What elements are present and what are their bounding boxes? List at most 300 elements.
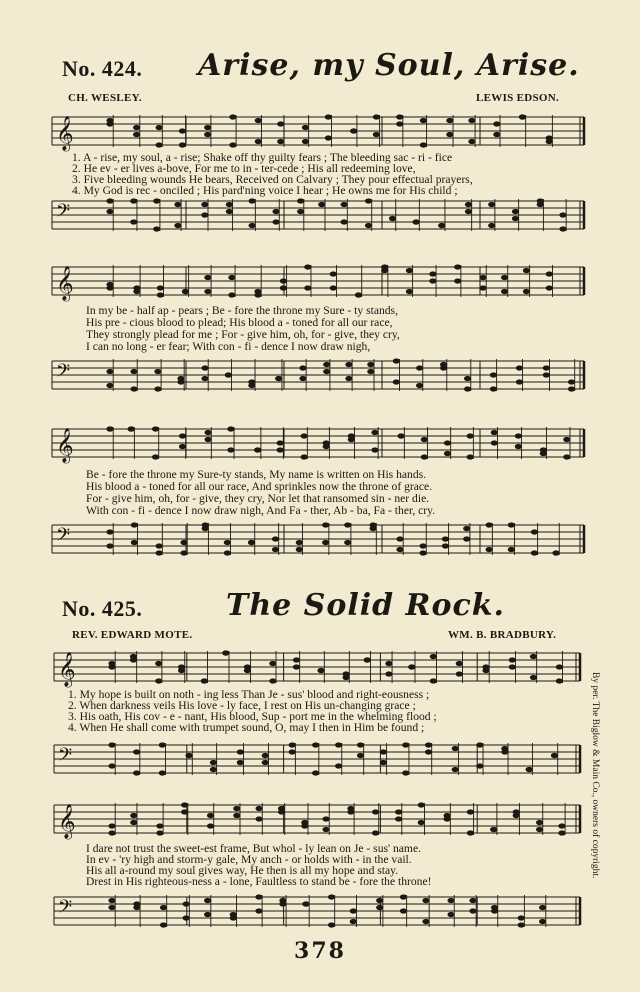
hymn-424-system-3-bass-staff xyxy=(48,520,588,560)
notehead xyxy=(130,820,137,825)
notehead xyxy=(341,219,348,224)
notehead xyxy=(444,451,451,456)
notehead xyxy=(224,540,231,545)
hymn-425-system-1-treble-staff xyxy=(50,648,584,688)
notehead xyxy=(396,121,403,126)
notehead xyxy=(174,223,181,228)
notehead xyxy=(380,760,387,765)
notehead xyxy=(373,114,380,119)
notehead xyxy=(558,823,565,828)
notehead xyxy=(201,365,208,370)
notehead xyxy=(159,770,166,775)
notehead xyxy=(131,540,138,545)
notehead xyxy=(225,372,232,377)
notehead xyxy=(181,809,188,814)
notehead xyxy=(128,426,135,431)
notehead xyxy=(204,275,211,280)
notehead xyxy=(501,749,508,754)
notehead xyxy=(130,386,137,391)
notehead xyxy=(393,358,400,363)
notehead xyxy=(157,292,164,297)
notehead xyxy=(322,827,329,832)
notehead xyxy=(370,526,377,531)
notehead xyxy=(204,898,211,903)
notehead xyxy=(530,654,537,659)
notehead xyxy=(297,198,304,203)
notehead xyxy=(210,760,217,765)
notehead xyxy=(205,437,212,442)
notehead xyxy=(540,447,547,452)
notehead xyxy=(416,383,423,388)
treble-clef-icon: 𝄞 xyxy=(58,804,76,839)
notehead xyxy=(293,664,300,669)
notehead xyxy=(133,749,140,754)
notehead xyxy=(179,433,186,438)
bass-clef-icon: 𝄢 xyxy=(56,201,71,226)
notehead xyxy=(182,289,189,294)
notehead xyxy=(222,650,229,655)
notehead xyxy=(328,922,335,927)
notehead xyxy=(406,289,413,294)
notehead xyxy=(156,550,163,555)
notehead xyxy=(289,749,296,754)
notehead xyxy=(108,664,115,669)
notehead xyxy=(157,285,164,290)
notehead xyxy=(201,212,208,217)
notehead xyxy=(237,760,244,765)
notehead xyxy=(469,908,476,913)
notehead xyxy=(210,767,217,772)
notehead xyxy=(456,671,463,676)
notehead xyxy=(183,915,190,920)
notehead xyxy=(396,114,403,119)
notehead xyxy=(106,543,113,548)
notehead xyxy=(160,922,167,927)
notehead xyxy=(467,454,474,459)
notehead xyxy=(419,543,426,548)
notehead xyxy=(421,437,428,442)
notehead xyxy=(537,198,544,203)
notehead xyxy=(442,543,449,548)
notehead xyxy=(355,292,362,297)
notehead xyxy=(380,749,387,754)
notehead xyxy=(344,540,351,545)
notehead xyxy=(272,547,279,552)
notehead xyxy=(201,678,208,683)
hymn-425-author: REV. EDWARD MOTE. xyxy=(72,629,193,641)
hymn-425-s2-verse-1: I dare not trust the sweet-est frame, But whol - ly lean on Je - sus' name. xyxy=(86,842,421,855)
notehead xyxy=(400,894,407,899)
hymn-424-system-1-bass-staff xyxy=(48,196,588,236)
hymn-424-s1-verse-2: 2. He ev - er lives a-bove, For me to in - ter-cede ; His all redeeming love, xyxy=(72,162,416,175)
notehead xyxy=(420,142,427,147)
notehead xyxy=(531,550,538,555)
hymn-425-s2-verse-4: Drest in His righteous-ness a - lone, Faultless to stand be - fore the throne! xyxy=(86,875,432,888)
notehead xyxy=(558,830,565,835)
notehead xyxy=(325,114,332,119)
notehead xyxy=(160,905,167,910)
notehead xyxy=(106,209,113,214)
notehead xyxy=(233,813,240,818)
notehead xyxy=(515,433,522,438)
notehead xyxy=(365,198,372,203)
notehead xyxy=(312,770,319,775)
hymn-424-s3-verse-1: Be - fore the throne my Sure-ty stands, My name is written on His hands. xyxy=(86,468,427,481)
notehead xyxy=(543,372,550,377)
notehead xyxy=(323,369,330,374)
notehead xyxy=(422,919,429,924)
notehead xyxy=(131,522,138,527)
notehead xyxy=(154,386,161,391)
notehead xyxy=(468,139,475,144)
hymn-424-s2-verse-4: I can no long - er fear; With con - fi - dence I now draw nigh, xyxy=(86,340,371,353)
notehead xyxy=(447,912,454,917)
notehead xyxy=(302,139,309,144)
notehead xyxy=(108,830,115,835)
notehead xyxy=(156,142,163,147)
notehead xyxy=(106,369,113,374)
notehead xyxy=(323,440,330,445)
notehead xyxy=(568,379,575,384)
notehead xyxy=(108,763,115,768)
notehead xyxy=(479,275,486,280)
notehead xyxy=(454,278,461,283)
notehead xyxy=(559,212,566,217)
notehead xyxy=(130,198,137,203)
notehead xyxy=(180,540,187,545)
notehead xyxy=(301,433,308,438)
notehead xyxy=(515,444,522,449)
notehead xyxy=(289,742,296,747)
treble-clef-icon: 𝄞 xyxy=(56,116,74,151)
hymn-424-system-3-treble-staff xyxy=(48,424,588,464)
notehead xyxy=(130,813,137,818)
notehead xyxy=(106,282,113,287)
hymn-425-s2-verse-3: His all a-round my soul gives way, He then is all my hope and stay. xyxy=(86,864,399,877)
hymn-425-s1-verse-4: 4. When He shall come with trumpet sound, O, may I then in Him be found ; xyxy=(68,721,425,734)
notehead xyxy=(490,386,497,391)
notehead xyxy=(254,292,261,297)
notehead xyxy=(536,827,543,832)
notehead xyxy=(180,550,187,555)
bass-clef-icon: 𝄢 xyxy=(56,525,71,550)
notehead xyxy=(201,376,208,381)
notehead xyxy=(546,271,553,276)
notehead xyxy=(516,365,523,370)
notehead xyxy=(357,753,364,758)
notehead xyxy=(429,271,436,276)
notehead xyxy=(328,894,335,899)
notehead xyxy=(381,264,388,269)
notehead xyxy=(395,809,402,814)
notehead xyxy=(277,139,284,144)
notehead xyxy=(509,657,516,662)
notehead xyxy=(539,905,546,910)
notehead xyxy=(293,657,300,662)
notehead xyxy=(563,437,570,442)
notehead xyxy=(419,550,426,555)
notehead xyxy=(159,742,166,747)
notehead xyxy=(279,898,286,903)
notehead xyxy=(304,285,311,290)
notehead xyxy=(130,369,137,374)
notehead xyxy=(201,202,208,207)
notehead xyxy=(465,209,472,214)
notehead xyxy=(229,114,236,119)
notehead xyxy=(318,668,325,673)
notehead xyxy=(227,426,234,431)
notehead xyxy=(512,209,519,214)
notehead xyxy=(154,369,161,374)
notehead xyxy=(551,753,558,758)
notehead xyxy=(556,664,563,669)
notehead xyxy=(108,905,115,910)
notehead xyxy=(133,132,140,137)
notehead xyxy=(255,894,262,899)
notehead xyxy=(296,540,303,545)
hymn-424-s3-verse-3: For - give him, oh, for - give, they cry, Nor let that ransomed sin - ner die. xyxy=(86,492,430,505)
notehead xyxy=(249,198,256,203)
notehead xyxy=(345,376,352,381)
bass-clef-icon: 𝄢 xyxy=(58,897,73,922)
notehead xyxy=(444,816,451,821)
notehead xyxy=(156,823,163,828)
notehead xyxy=(178,664,185,669)
hymn-425-s1-verse-1: 1. My hope is built on noth - ing less Than Je - sus' blood and right-eousness ; xyxy=(68,688,430,701)
hymn-425-s1-verse-3: 3. His oath, His cov - e - nant, His blood, Sup - port me in the whelming flood ; xyxy=(68,710,437,723)
notehead xyxy=(523,289,530,294)
notehead xyxy=(452,767,459,772)
notehead xyxy=(467,433,474,438)
notehead xyxy=(269,678,276,683)
notehead xyxy=(348,437,355,442)
notehead xyxy=(312,742,319,747)
notehead xyxy=(341,202,348,207)
notehead xyxy=(269,661,276,666)
notehead xyxy=(181,802,188,807)
notehead xyxy=(512,216,519,221)
notehead xyxy=(464,386,471,391)
hymn-424-system-2-bass-staff xyxy=(48,356,588,396)
notehead xyxy=(272,536,279,541)
notehead xyxy=(322,522,329,527)
notehead xyxy=(385,661,392,666)
notehead xyxy=(255,139,262,144)
notehead xyxy=(465,202,472,207)
notehead xyxy=(179,444,186,449)
notehead xyxy=(108,742,115,747)
notehead xyxy=(425,742,432,747)
notehead xyxy=(476,763,483,768)
notehead xyxy=(174,202,181,207)
notehead xyxy=(371,447,378,452)
hymn-425-composer: WM. B. BRADBURY. xyxy=(448,629,557,641)
hymn-424-composer: LEWIS EDSON. xyxy=(476,92,560,104)
notehead xyxy=(523,268,530,273)
notehead xyxy=(430,654,437,659)
hymn-425-system-2-treble-staff xyxy=(50,800,584,840)
notehead xyxy=(556,678,563,683)
notehead xyxy=(133,905,140,910)
notehead xyxy=(330,285,337,290)
notehead xyxy=(205,430,212,435)
notehead xyxy=(277,440,284,445)
hymn-424-system-1-treble-staff xyxy=(48,112,588,152)
notehead xyxy=(563,454,570,459)
notehead xyxy=(280,285,287,290)
notehead xyxy=(372,809,379,814)
notehead xyxy=(454,264,461,269)
notehead xyxy=(130,219,137,224)
notehead xyxy=(153,198,160,203)
notehead xyxy=(237,749,244,754)
notehead xyxy=(501,289,508,294)
bass-clef-icon: 𝄢 xyxy=(56,361,71,386)
notehead xyxy=(262,760,269,765)
notehead xyxy=(227,447,234,452)
notehead xyxy=(519,114,526,119)
notehead xyxy=(467,830,474,835)
notehead xyxy=(536,820,543,825)
notehead xyxy=(108,898,115,903)
notehead xyxy=(152,426,159,431)
notehead xyxy=(357,742,364,747)
notehead xyxy=(130,654,137,659)
notehead xyxy=(509,664,516,669)
notehead xyxy=(262,753,269,758)
notehead xyxy=(421,454,428,459)
notehead xyxy=(228,275,235,280)
notehead xyxy=(152,454,159,459)
notehead xyxy=(464,376,471,381)
notehead xyxy=(183,901,190,906)
notehead xyxy=(393,379,400,384)
notehead xyxy=(467,809,474,814)
notehead xyxy=(350,919,357,924)
notehead xyxy=(568,386,575,391)
notehead xyxy=(228,292,235,297)
notehead xyxy=(446,132,453,137)
notehead xyxy=(418,820,425,825)
notehead xyxy=(402,770,409,775)
notehead xyxy=(347,809,354,814)
hymn-425-title: The Solid Rock. xyxy=(226,588,505,623)
notehead xyxy=(226,209,233,214)
notehead xyxy=(444,440,451,445)
notehead xyxy=(343,675,350,680)
notehead xyxy=(452,746,459,751)
notehead xyxy=(230,915,237,920)
notehead xyxy=(155,678,162,683)
notehead xyxy=(204,289,211,294)
notehead xyxy=(226,202,233,207)
notehead xyxy=(185,753,192,758)
hymn-424-title: Arise, my Soul, Arise. xyxy=(198,48,580,83)
notehead xyxy=(479,285,486,290)
hymn-424-s3-verse-4: With con - fi - dence I now draw nigh, And Fa - ther, Ab - ba, Fa - ther, cry. xyxy=(86,504,436,517)
notehead xyxy=(106,426,113,431)
notehead xyxy=(546,139,553,144)
hymn-425-s1-verse-2: 2. When darkness veils His love - ly face, I rest on His un-changing grace ; xyxy=(68,699,416,712)
notehead xyxy=(400,908,407,913)
notehead xyxy=(531,529,538,534)
notehead xyxy=(204,125,211,130)
notehead xyxy=(395,816,402,821)
notehead xyxy=(490,372,497,377)
notehead xyxy=(133,125,140,130)
notehead xyxy=(275,376,282,381)
notehead xyxy=(402,742,409,747)
notehead xyxy=(543,365,550,370)
notehead xyxy=(508,547,515,552)
hymn-424-s2-verse-1: In my be - half ap - pears ; Be - fore the throne my Sure - ty stands, xyxy=(86,304,398,317)
notehead xyxy=(371,430,378,435)
notehead xyxy=(429,278,436,283)
notehead xyxy=(177,379,184,384)
hymn-425-system-1-bass-staff xyxy=(50,740,584,780)
notehead xyxy=(249,223,256,228)
notehead xyxy=(372,830,379,835)
notehead xyxy=(518,915,525,920)
notehead xyxy=(325,135,332,140)
notehead xyxy=(406,268,413,273)
notehead xyxy=(446,118,453,123)
notehead xyxy=(299,365,306,370)
notehead xyxy=(301,820,308,825)
notehead xyxy=(493,132,500,137)
page-number: 378 xyxy=(294,938,346,964)
notehead xyxy=(463,536,470,541)
hymn-425-system-2-bass-staff xyxy=(50,892,584,932)
notehead xyxy=(322,816,329,821)
notehead xyxy=(304,264,311,269)
notehead xyxy=(278,809,285,814)
notehead xyxy=(335,763,342,768)
notehead xyxy=(440,362,447,367)
notehead xyxy=(156,830,163,835)
treble-clef-icon: 𝄞 xyxy=(56,266,74,301)
notehead xyxy=(302,901,309,906)
hymn-424-number: No. 424. xyxy=(62,56,143,81)
hymn-424-s1-verse-3: 3. Five bleeding wounds He bears, Received on Calvary ; They pour effectual prayers, xyxy=(72,173,473,186)
notehead xyxy=(476,742,483,747)
notehead xyxy=(488,202,495,207)
notehead xyxy=(365,223,372,228)
notehead xyxy=(296,547,303,552)
notehead xyxy=(330,271,337,276)
notehead xyxy=(422,898,429,903)
notehead xyxy=(244,664,251,669)
notehead xyxy=(224,550,231,555)
notehead xyxy=(248,383,255,388)
hymn-424-s2-verse-3: They strongly plead for me ; For - give him, oh, for - give, they cry, xyxy=(86,328,400,341)
notehead xyxy=(364,657,371,662)
notehead xyxy=(456,661,463,666)
notehead xyxy=(491,905,498,910)
notehead xyxy=(233,806,240,811)
notehead xyxy=(155,661,162,666)
notehead xyxy=(299,376,306,381)
notehead xyxy=(207,823,214,828)
notehead xyxy=(501,275,508,280)
treble-clef-icon: 𝄞 xyxy=(56,428,74,463)
hymn-425-number: No. 425. xyxy=(62,596,143,621)
notehead xyxy=(420,118,427,123)
notehead xyxy=(156,543,163,548)
notehead xyxy=(513,813,520,818)
notehead xyxy=(229,142,236,147)
notehead xyxy=(491,430,498,435)
